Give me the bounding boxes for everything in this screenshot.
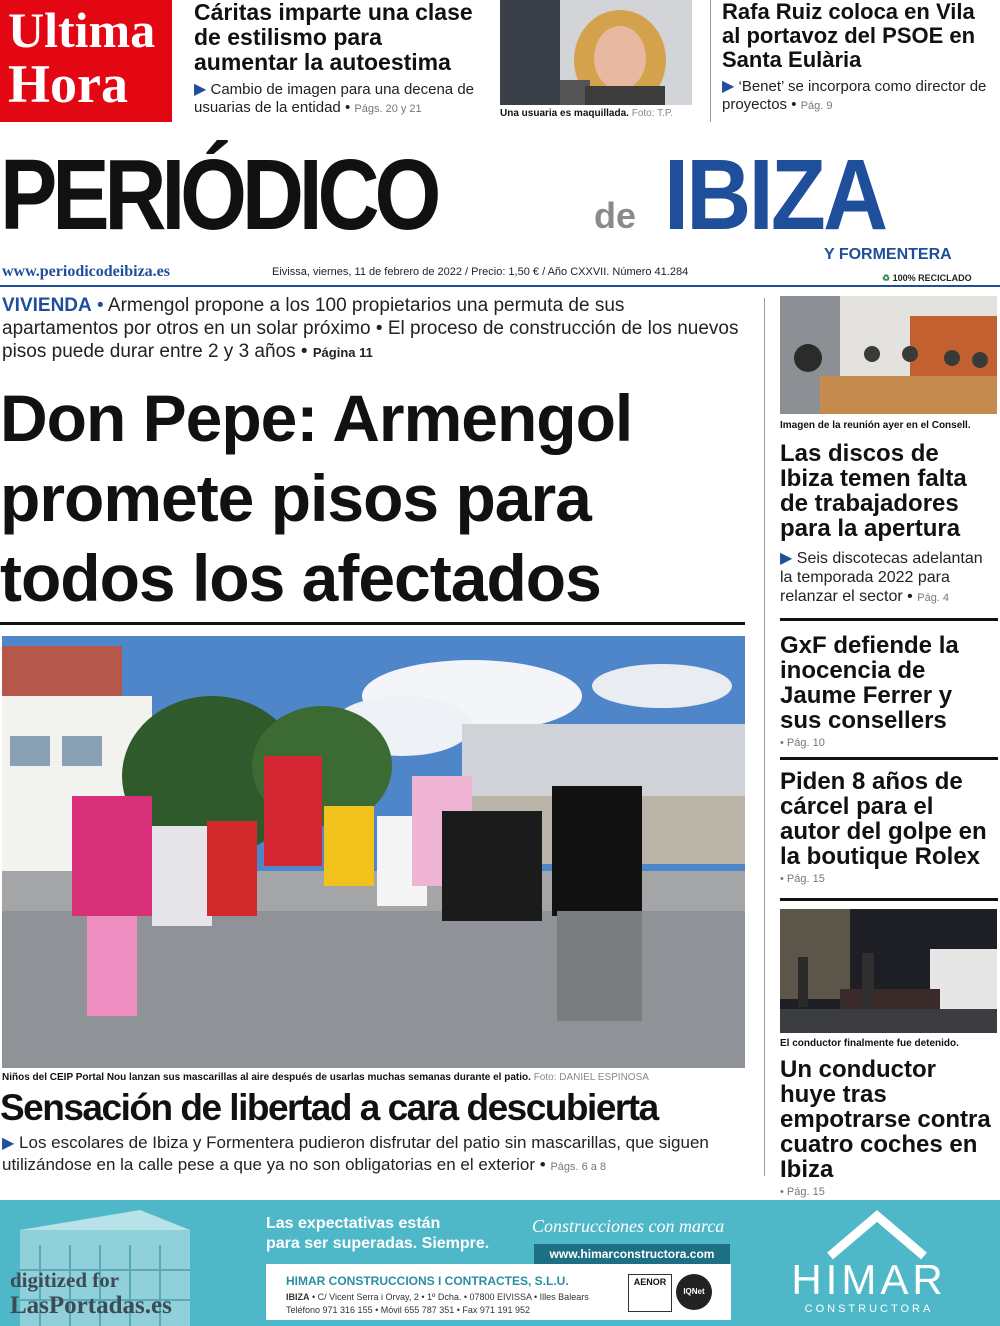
- arrow-icon: ▶: [2, 1135, 15, 1152]
- himar-brand: HIMAR: [791, 1256, 947, 1303]
- bullet-icon: •: [780, 873, 784, 885]
- story-discos-headline: Las discos de Ibiza temen falta de trabajadores para la apertura: [780, 440, 967, 542]
- ad-address: IBIZA • C/ Vicent Serra i Orvay, 2 • 1º Dcha. • 07800 EIVISSA • Illes Balears: [286, 1292, 589, 1302]
- bullet-icon: •: [375, 318, 388, 339]
- makeup-photo-caption: Una usuaria es maquillada. Foto: T.P.: [500, 108, 674, 119]
- consell-meeting-photo: [780, 296, 997, 414]
- website-link[interactable]: www.periodicodeibiza.es: [2, 263, 170, 280]
- iqnet-badge: IQNet: [676, 1274, 712, 1310]
- ad-url[interactable]: www.himarconstructora.com: [534, 1244, 730, 1264]
- story-gxf[interactable]: [780, 633, 998, 749]
- story-conductor-headline: Un conductor huye tras empotrarse contra cuatro coches en Ibiza: [780, 1056, 991, 1183]
- himar-brand-sub: CONSTRUCTORA: [804, 1303, 934, 1315]
- second-headline[interactable]: Sensación de libertad a cara descubierta: [0, 1087, 658, 1128]
- teaser-caritas[interactable]: [194, 0, 490, 118]
- lead-summary-1: Armengol propone a los 100 propietarios una permuta de sus apartamentos por otros en un solar próximo: [2, 295, 625, 339]
- bullet-icon: •: [791, 96, 797, 113]
- teaser-rafa-sub: ‘Benet’ se incorpora como director de proyectos: [722, 78, 987, 113]
- ultima-hora-logo[interactable]: [0, 0, 172, 122]
- logo-line-2: Hora: [8, 54, 128, 114]
- masthead-ibiza[interactable]: IBIZA: [664, 139, 886, 251]
- arrow-icon: ▶: [194, 81, 207, 98]
- consell-photo-caption: Imagen de la reunión ayer en el Consell.: [780, 420, 971, 431]
- story-discos[interactable]: [780, 441, 998, 608]
- masthead-formentera: Y FORMENTERA: [824, 246, 952, 263]
- story-gxf-headline: GxF defiende la inocencia de Jaume Ferrer y sus consellers: [780, 632, 959, 734]
- story-rolex-headline: Piden 8 años de cárcel para el autor del golpe en la boutique Rolex: [780, 768, 987, 870]
- story-conductor-page: Pág. 15: [786, 1186, 825, 1198]
- ad-script: Construcciones con marca: [532, 1216, 725, 1236]
- himar-house-icon: [822, 1208, 932, 1260]
- second-sub: Los escolares de Ibiza y Formentera pudieron disfrutar del patio sin mascarillas, que siguen utilizándose en la calle pese a que ya no son obligatorias en el exterior: [2, 1133, 709, 1174]
- himar-advert[interactable]: [0, 1200, 1000, 1326]
- story-discos-page: Pág. 4: [917, 592, 950, 604]
- teaser-rafa-headline: Rafa Ruiz coloca en Vila al portavoz del PSOE en Santa Eulària: [722, 0, 976, 72]
- story-rolex[interactable]: [780, 769, 998, 885]
- teaser-caritas-headline: Cáritas imparte una clase de estilismo para aumentar la autoestima: [194, 0, 473, 75]
- main-photo-children: [2, 636, 745, 1068]
- lead-kicker: VIVIENDA: [2, 295, 92, 316]
- ad-phones: Teléfono 971 316 155 • Móvil 655 787 351 • Fax 971 191 952: [286, 1305, 530, 1315]
- lead-summary-2: El proceso de construcción de los nuevos pisos puede durar entre 2 y 3 años: [2, 318, 739, 362]
- lead-page: Página 11: [312, 345, 373, 360]
- night-accident-photo: [780, 909, 997, 1033]
- bullet-icon: •: [780, 1186, 784, 1198]
- ad-watermark: digitized for LasPortadas.es: [10, 1268, 172, 1319]
- teaser-rafa-page: Pág. 9: [800, 100, 833, 112]
- second-page: Págs. 6 a 8: [550, 1161, 607, 1173]
- ad-company: HIMAR CONSTRUCCIONS I CONTRACTES, S.L.U.: [286, 1274, 569, 1288]
- arrow-icon: ▶: [722, 78, 735, 95]
- bullet-icon: •: [539, 1155, 546, 1174]
- bullet-icon: •: [300, 341, 313, 362]
- story-conductor[interactable]: [780, 1057, 998, 1198]
- ad-tagline: Las expectativas están para ser superadas. Siempre.: [266, 1215, 490, 1252]
- bullet-icon: •: [780, 737, 784, 749]
- teaser-caritas-sub: Cambio de imagen para una decena de usuarias de la entidad: [194, 81, 475, 116]
- recycled-badge: ♻ 100% RECICLADO: [882, 273, 972, 283]
- ad-contact-box: [266, 1264, 731, 1320]
- recycle-icon: ♻: [882, 273, 891, 283]
- story-gxf-page: Pág. 10: [786, 737, 825, 749]
- second-summary: [2, 1132, 747, 1178]
- story-rolex-page: Pág. 15: [786, 873, 825, 885]
- bullet-icon: •: [344, 99, 351, 116]
- bullet-icon: •: [907, 588, 913, 605]
- lead-summary: [2, 294, 742, 364]
- dateline: Eivissa, viernes, 11 de febrero de 2022 / Precio: 1,50 € / Año CXXVII. Número 41.284: [272, 266, 689, 278]
- logo-line-1: Ultima: [8, 2, 156, 58]
- bullet-icon: •: [91, 295, 108, 316]
- makeup-photo: [500, 0, 692, 105]
- masthead-de: de: [594, 195, 637, 236]
- main-photo-caption: Niños del CEIP Portal Nou lanzan sus mascarillas al aire después de usarlas muchas semanas durante el patio. Foto: DANIEL ESPINOSA: [2, 1072, 649, 1083]
- teaser-caritas-page: Págs. 20 y 21: [354, 103, 422, 115]
- accident-photo-caption: El conductor finalmente fue detenido.: [780, 1038, 959, 1049]
- story-discos-sub: Seis discotecas adelantan la temporada 2022 para relanzar el sector: [780, 550, 983, 605]
- arrow-icon: ▶: [780, 550, 793, 567]
- aenor-badge: AENOR: [628, 1274, 672, 1312]
- lead-headline[interactable]: Don Pepe: Armengol promete pisos para todos los afectados: [0, 381, 633, 615]
- teaser-rafa-ruiz[interactable]: [722, 0, 994, 115]
- masthead-periodico[interactable]: PERIÓDICO: [0, 139, 437, 251]
